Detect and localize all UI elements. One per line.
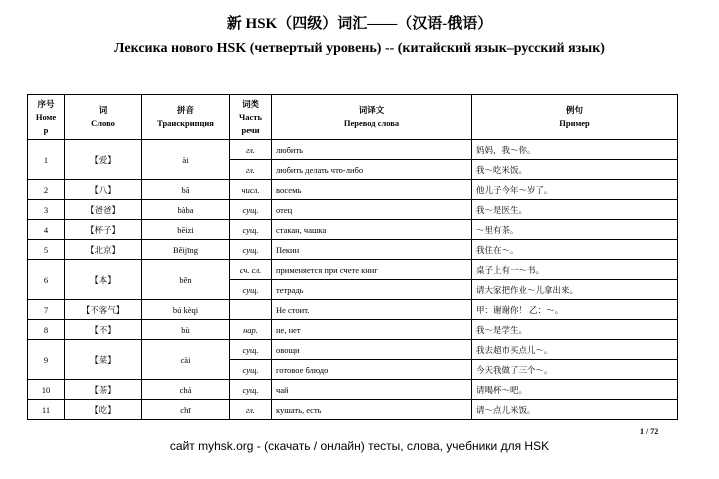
translation-cell: стакан, чашка	[272, 220, 472, 240]
part-of-speech-cell: гл.	[230, 140, 272, 160]
example-cell: 我去超市买点儿～。	[472, 340, 678, 360]
example-cell: 桌子上有一～书。	[472, 260, 678, 280]
translation-cell: не, нет	[272, 320, 472, 340]
table-row	[28, 240, 678, 260]
example-cell: 请大家把作业～儿拿出来。	[472, 280, 678, 300]
word-cell: 【八】	[65, 180, 142, 200]
header-word-zh: 词	[98, 105, 108, 115]
translation-cell: отец	[272, 200, 472, 220]
row-number: 8	[28, 320, 65, 340]
table-row	[28, 400, 678, 420]
row-number: 10	[28, 380, 65, 400]
header-pos	[230, 95, 272, 140]
header-pos-ru-2: речи	[241, 124, 260, 135]
header-word	[65, 95, 142, 140]
header-translation-zh: 词译文	[358, 105, 385, 115]
row-number: 4	[28, 220, 65, 240]
translation-cell: восемь	[272, 180, 472, 200]
example-cell: 请～点儿米饭。	[472, 400, 678, 420]
table-row	[28, 220, 678, 240]
word-cell: 【不客气】	[65, 300, 142, 320]
example-cell: 请喝杯～吧。	[472, 380, 678, 400]
part-of-speech-cell: гл.	[230, 160, 272, 180]
header-example	[472, 95, 678, 140]
part-of-speech-cell: сч. сл.	[230, 260, 272, 280]
header-pos-zh: 词类	[241, 98, 259, 109]
example-cell: 我～吃米饭。	[472, 160, 678, 180]
header-num-ru: Номе	[35, 111, 57, 122]
example-cell: 我住在～。	[472, 240, 678, 260]
part-of-speech-cell: сущ.	[230, 360, 272, 380]
page-number: 1 / 72	[640, 427, 659, 436]
pinyin-cell: bú kèqi	[142, 300, 230, 320]
row-number: 5	[28, 240, 65, 260]
word-cell: 【吃】	[65, 400, 142, 420]
word-cell: 【本】	[65, 260, 142, 300]
word-cell: 【爱】	[65, 140, 142, 180]
row-number: 7	[28, 300, 65, 320]
word-cell: 【爸爸】	[65, 200, 142, 220]
header-num-ru-2: р	[43, 124, 49, 135]
table-row	[28, 140, 678, 160]
row-number: 3	[28, 200, 65, 220]
word-cell: 【茶】	[65, 380, 142, 400]
row-number: 2	[28, 180, 65, 200]
example-cell: 今天我做了三个～。	[472, 360, 678, 380]
row-number: 11	[28, 400, 65, 420]
table-row	[28, 200, 678, 220]
part-of-speech-cell: сущ.	[230, 200, 272, 220]
pinyin-cell: běn	[142, 260, 230, 300]
vocabulary-table	[27, 94, 678, 420]
table-row	[28, 320, 678, 340]
header-example-ru: Пример	[559, 118, 590, 128]
translation-cell: любить	[272, 140, 472, 160]
translation-cell: овощи	[272, 340, 472, 360]
example-cell: 我～是医生。	[472, 200, 678, 220]
page-title: 新 HSK（四级）词汇——（汉语-俄语）	[226, 16, 493, 32]
example-cell: 我～是学生。	[472, 320, 678, 340]
part-of-speech-cell: сущ.	[230, 240, 272, 260]
example-cell: 妈妈，我～你。	[472, 140, 678, 160]
header-translation	[272, 95, 472, 140]
part-of-speech-cell: сущ.	[230, 340, 272, 360]
pinyin-cell: ài	[142, 140, 230, 180]
translation-cell: любить делать что-либо	[272, 160, 472, 180]
word-cell: 【不】	[65, 320, 142, 340]
header-translation-ru: Перевод слова	[343, 118, 400, 128]
word-cell: 【北京】	[65, 240, 142, 260]
part-of-speech-cell: числ.	[230, 180, 272, 200]
word-cell: 【菜】	[65, 340, 142, 380]
part-of-speech-cell: сущ.	[230, 220, 272, 240]
header-example-zh: 例句	[565, 105, 583, 115]
pinyin-cell: Běijīng	[142, 240, 230, 260]
table-row	[28, 180, 678, 200]
translation-cell: Пекин	[272, 240, 472, 260]
part-of-speech-cell: гл.	[230, 400, 272, 420]
header-num	[28, 95, 65, 140]
table-row	[28, 260, 678, 280]
row-number: 6	[28, 260, 65, 300]
word-cell: 【杯子】	[65, 220, 142, 240]
pinyin-cell: chī	[142, 400, 230, 420]
page-subtitle: Лексика нового HSK (четвертый уровень) -- (китайский язык–русский язык)	[114, 41, 605, 56]
part-of-speech-cell: сущ.	[230, 280, 272, 300]
translation-cell: тетрадь	[272, 280, 472, 300]
header-word-ru: Слово	[91, 118, 115, 128]
header-num-zh: 序号	[37, 98, 55, 109]
part-of-speech-cell	[230, 300, 272, 320]
example-cell: ～里有茶。	[472, 220, 678, 240]
translation-cell: готовое блюдо	[272, 360, 472, 380]
translation-cell: кушать, есть	[272, 400, 472, 420]
table-row	[28, 340, 678, 360]
example-cell: 甲：谢谢你！ 乙：～。	[472, 300, 678, 320]
table-body	[28, 140, 678, 420]
header-pos-ru: Часть	[239, 111, 262, 122]
pinyin-cell: bàba	[142, 200, 230, 220]
part-of-speech-cell: нар.	[230, 320, 272, 340]
row-number: 9	[28, 340, 65, 380]
row-number: 1	[28, 140, 65, 180]
translation-cell: применяется при счете книг	[272, 260, 472, 280]
table-header-row	[28, 95, 678, 140]
pinyin-cell: bēizi	[142, 220, 230, 240]
translation-cell: чай	[272, 380, 472, 400]
pinyin-cell: bù	[142, 320, 230, 340]
header-pinyin-ru: Транскрипция	[157, 118, 214, 128]
table-row	[28, 300, 678, 320]
header-pinyin	[142, 95, 230, 140]
header-pinyin-zh: 拼音	[176, 105, 194, 115]
pinyin-cell: chá	[142, 380, 230, 400]
table-row	[28, 380, 678, 400]
pinyin-cell: bā	[142, 180, 230, 200]
translation-cell: Не стоит.	[272, 300, 472, 320]
part-of-speech-cell: сущ.	[230, 380, 272, 400]
footer-text: сайт myhsk.org - (скачать / онлайн) тесты, слова, учебники для HSK	[169, 439, 550, 453]
pinyin-cell: cài	[142, 340, 230, 380]
example-cell: 他儿子今年～岁了。	[472, 180, 678, 200]
